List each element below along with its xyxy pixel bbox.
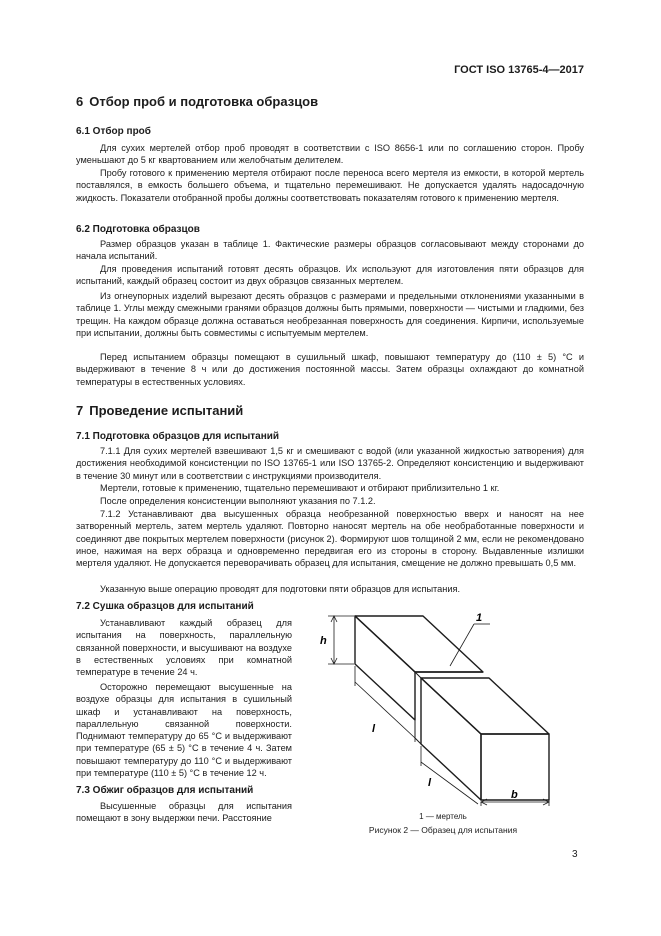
section-6-1-heading: 6.1 Отбор проб — [76, 126, 151, 137]
section-6-1-paragraph-1: Для сухих мертелей отбор проб проводят в соответствии с ISO 8656-1 или по соглашению сторон. Пробу уменьшают до 5 кг квартованием или желобчатым делителем. — [76, 143, 584, 166]
section-7-number: 7 — [76, 403, 84, 418]
section-7-1-paragraph-2: Мертели, готовые к применению, тщательно перемешивают и отбирают приблизительно 1 кг. — [100, 483, 500, 493]
figure-legend: 1 — мертель — [419, 812, 467, 821]
mortar-joint — [415, 672, 421, 744]
left-brick-top-face — [355, 616, 483, 672]
figure-label-b: b — [511, 789, 518, 801]
document-header: ГОСТ ISO 13765-4—2017 — [454, 64, 584, 76]
section-7-2-paragraph-1: Устанавливают каждый образец для испытания на поверхность, параллельную связанной поверхности, и высушивают на воздухе в естественных условиях при комнатной температуре в течение 24 ч. — [76, 618, 292, 678]
section-7-3-paragraph-1: Высушенные образцы для испытания помещают в зону выдержки печи. Расстояние — [76, 801, 292, 824]
section-6-2-heading: 6.2 Подготовка образцов — [76, 224, 200, 235]
section-7-3-heading: 7.3 Обжиг образцов для испытаний — [76, 785, 254, 796]
section-6-2-paragraph-1: Размер образцов указан в таблице 1. Фактические размеры образцов согласовывают между сторонами до начала испытаний. — [76, 239, 584, 262]
figure-label-1: 1 — [476, 612, 483, 624]
section-6-heading — [76, 94, 318, 109]
figure-2-test-specimen — [298, 604, 588, 806]
section-7-heading — [76, 403, 243, 418]
left-brick-front-face — [355, 616, 415, 720]
section-6-1-paragraph-2: Пробу готового к применению мертеля отбирают после переноса всего мертеля из емкости, в которой мертель поставлялся, в емкость большего объема, и тщательно перемешивают. Не допускается удалять надосадочную жидкость. Показатели отобранной пробы должны соответствовать показателям готового к применению мертеля. — [76, 168, 584, 203]
section-7-1-paragraph-4: 7.1.2 Устанавливают два высушенных образца необрезанной поверхностью вверх и наносят на нее затворенный мертель, затем мертель удаляют. Повторно наносят мертель на обе необработанные поверхности и соединяют две покрытых мертелем поверхности (рисунок 2). Формируют шов толщиной 2 мм, если не рекомендовано иное, нажимая на верх образца и одновременно передвигая его из стороны в сторону. Выдавленные излишки мертеля удаляют. Не допускается переворачивать образец для испытания, смещение не должно превышать 0,5 мм. — [76, 509, 584, 569]
page-number: 3 — [572, 849, 578, 860]
section-7-1-heading: 7.1 Подготовка образцов для испытаний — [76, 431, 280, 442]
figure-label-h: h — [320, 635, 327, 647]
section-7-1-paragraph-1: 7.1.1 Для сухих мертелей взвешивают 1,5 кг и смешивают с водой (или указанной жидкостью затворения) для достижения необходимой консистенции по ISO 13765-1 или ISO 13765-2. Определяют консистенцию и выдерживают в течение 30 минут или в соответствии с инструкциями производителя. — [76, 446, 584, 481]
section-6-title: Отбор проб и подготовка образцов — [89, 94, 319, 109]
section-7-2-paragraph-2: Осторожно перемещают высушенные на воздухе образцы для испытания в сушильный шкаф и устанавливают на поверхность, параллельную связанной поверхности. Поднимают температуру до 65 °С и выдерживают при температуре (65 ± 5) °С в течение 4 ч. Затем повышают температуру до 110 °С и выдерживают при температуре (110 ± 5) °С в течение 12 ч. — [76, 682, 292, 779]
section-7-2-heading: 7.2 Сушка образцов для испытаний — [76, 601, 254, 612]
section-6-2-paragraph-3: Из огнеупорных изделий вырезают десять образцов с размерами и предельными отклонениями указанными в таблице 1. Углы между смежными гранями образцов должны быть прямыми, поверхности — чистыми и гладкими, без трещин. На каждом образце должна оставаться необрезанная поверхность для соединения. Кирпичи, используемые при испытании, должны быть совместимы с испытуемым мертелем. — [76, 291, 584, 338]
section-6-2-paragraph-4: Перед испытанием образцы помещают в сушильный шкаф, повышают температуру до (110 ± 5) °С и выдерживают в течение 8 ч или до достижения постоянной массы. Затем образцы охлаждают до комнатной температуры в естественных условиях. — [76, 352, 584, 387]
figure-label-l-left: l — [372, 723, 376, 735]
figure-caption: Рисунок 2 — Образец для испытания — [368, 825, 518, 835]
section-7-1-paragraph-5: Указанную выше операцию проводят для подготовки пяти образцов для испытания. — [100, 584, 460, 594]
right-brick-top-face — [421, 678, 549, 734]
section-7-title: Проведение испытаний — [89, 403, 244, 418]
section-6-number: 6 — [76, 94, 84, 109]
section-7-1-paragraph-3: После определения консистенции выполняют указания по 7.1.2. — [100, 496, 376, 506]
section-6-2-paragraph-2: Для проведения испытаний готовят десять образцов. Их используют для изготовления пяти образцов для испытаний, каждый образец состоит из двух образцов связанных мертелем. — [76, 264, 584, 287]
figure-label-l-right: l — [428, 777, 432, 789]
